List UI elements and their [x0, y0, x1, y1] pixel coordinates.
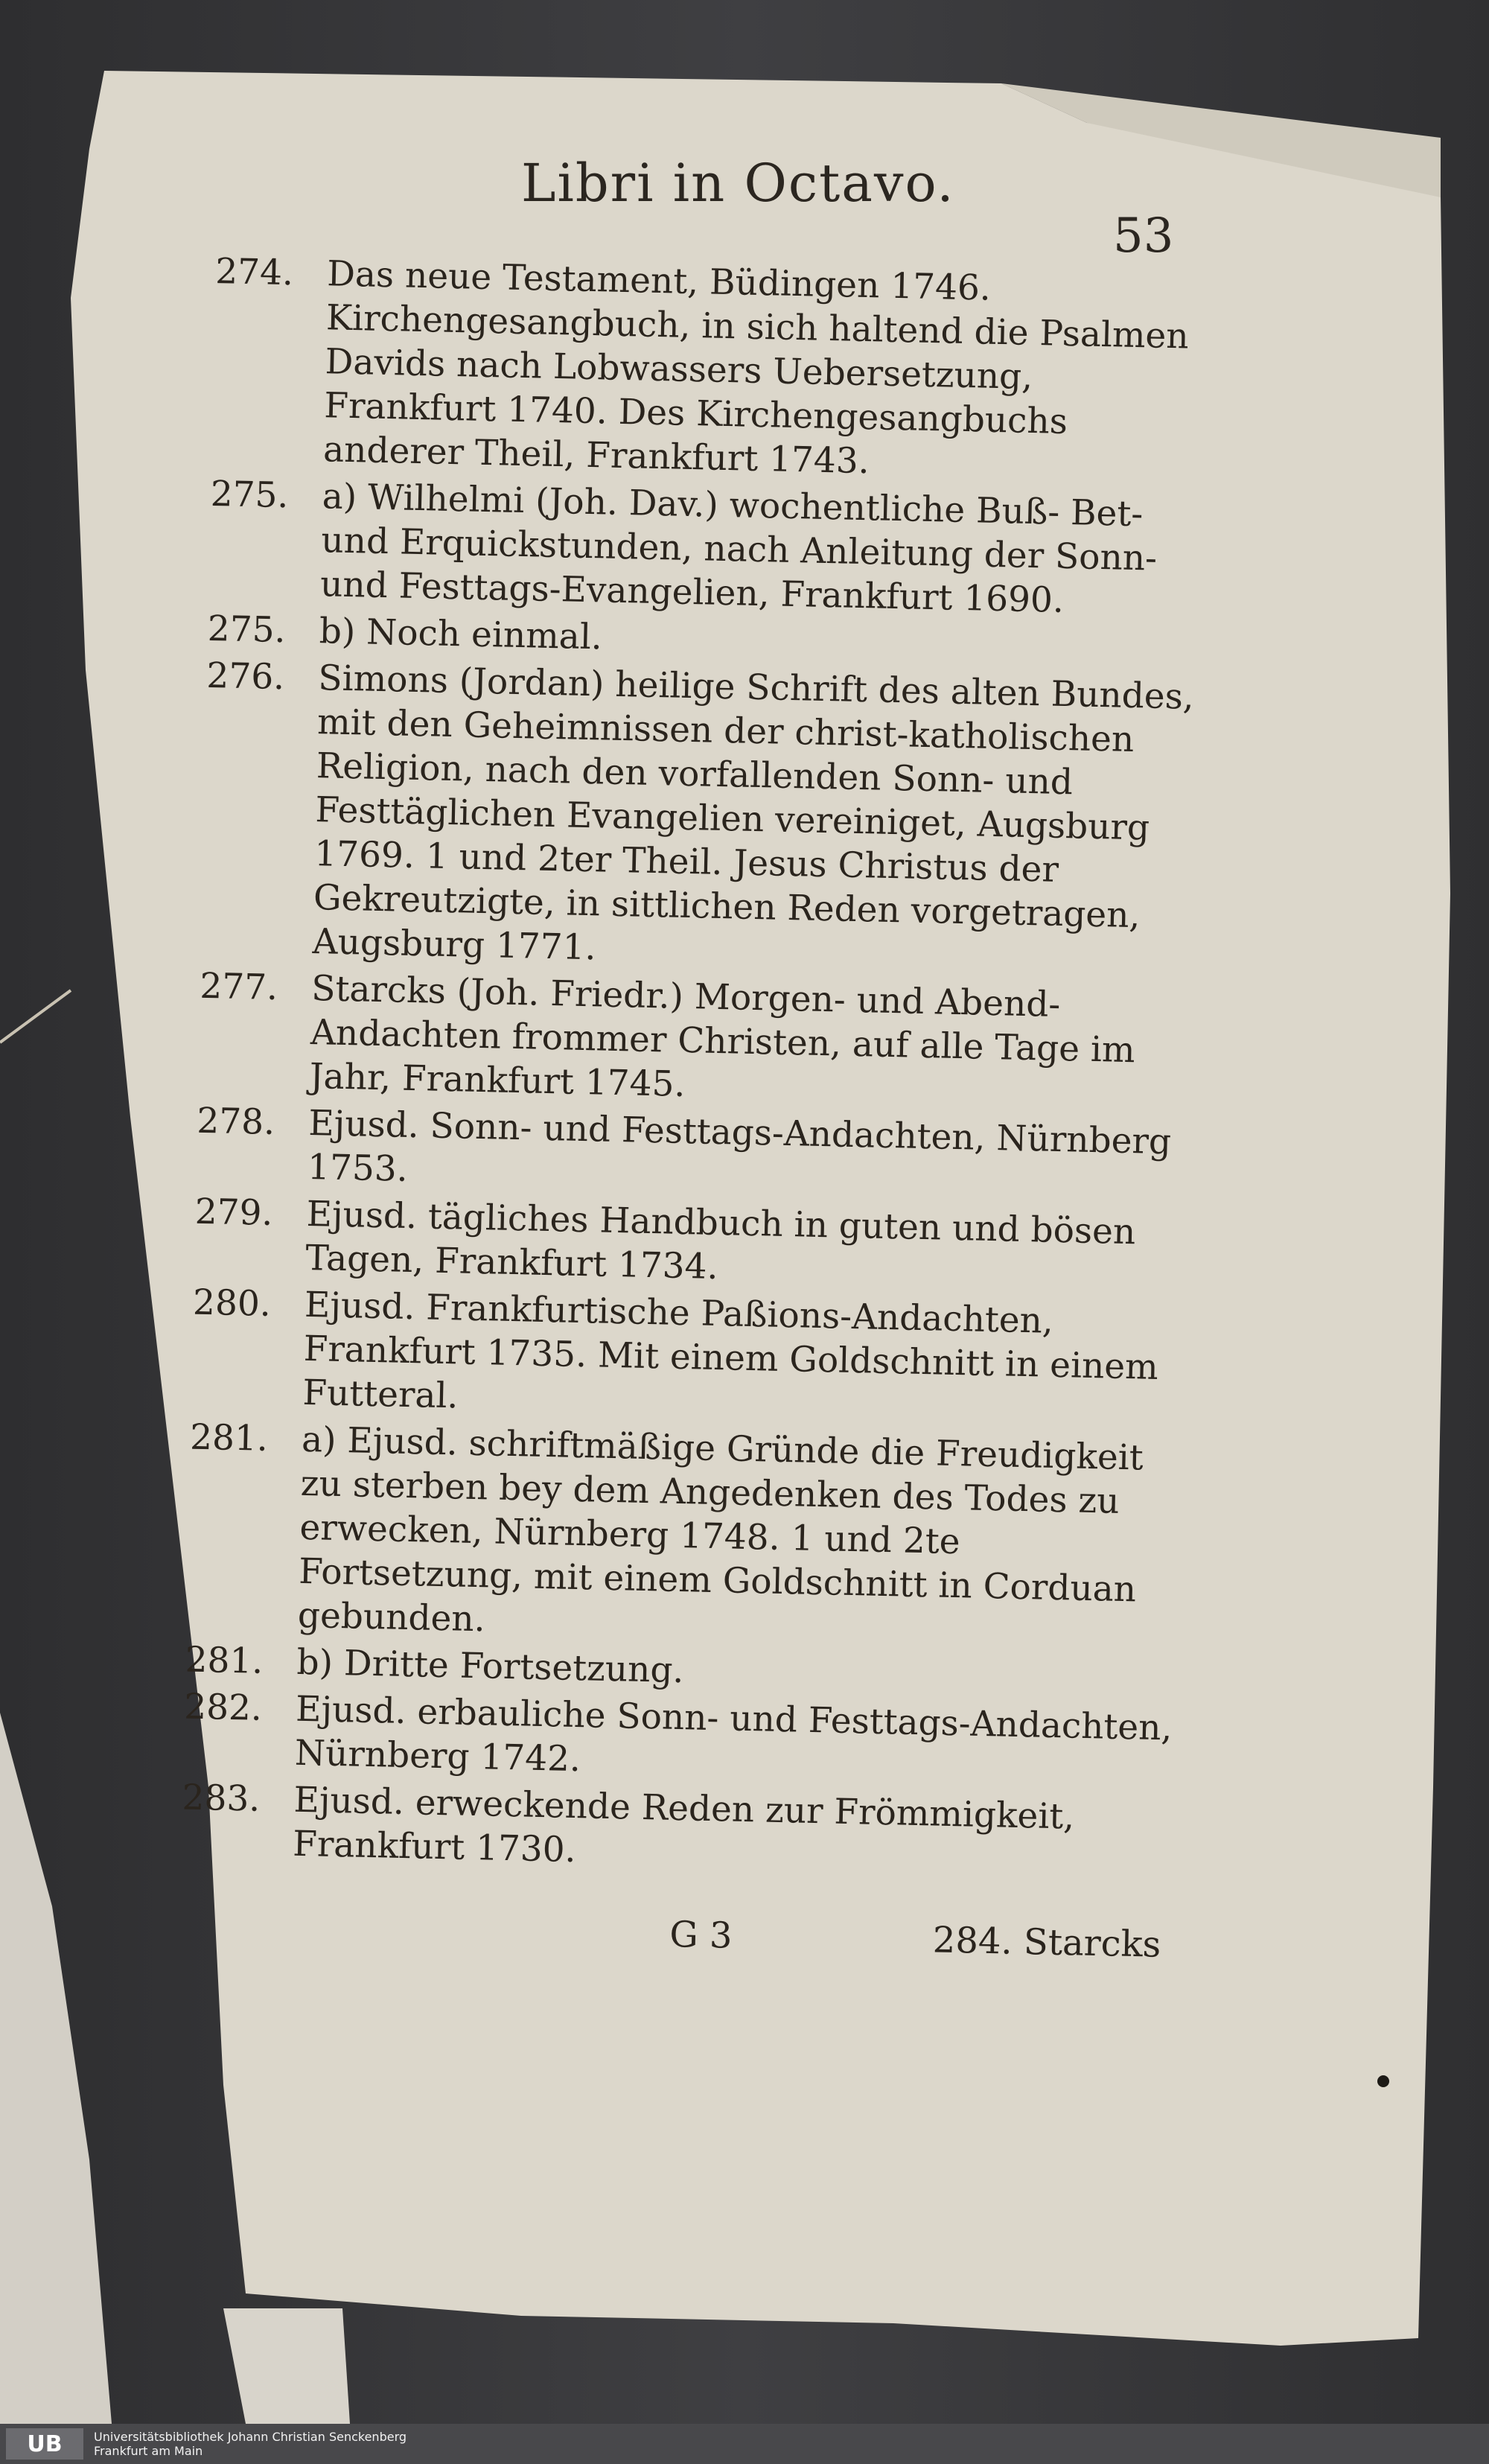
entry-text: b) Dritte Fortsetzung.	[296, 1641, 685, 1692]
catchword: 284. Starcks	[932, 1919, 1161, 1966]
footer-credit	[94, 2430, 406, 2458]
entry-number: 277.	[199, 965, 278, 1009]
entry-text: Ejusd. erbauliche Sonn- und Festtags-Andachten, Nürnberg 1742.	[294, 1688, 1173, 1780]
entry-text: Ejusd. tägliches Handbuch in guten und bösen Tagen, Frankfurt 1734.	[305, 1193, 1136, 1288]
entry-number: 280.	[192, 1282, 272, 1325]
entry-number: 278.	[196, 1100, 275, 1143]
catalog-entry	[211, 249, 1214, 491]
entry-number: 282.	[183, 1686, 263, 1729]
catalog-entry	[197, 964, 1198, 1118]
entry-text: Ejusd. erweckende Reden zur Frömmigkeit, Frankfurt 1730.	[292, 1779, 1075, 1871]
footer-city: Frankfurt am Main	[94, 2444, 203, 2458]
entry-text: a) Wilhelmi (Joh. Dav.) wochentliche Buß- Bet- und Erquickstunden, nach Anleitung der Sonn- und Festtags-Evangelien, Frankfurt 1690.	[319, 476, 1158, 621]
entry-text: a) Ejusd. schriftmäßige Gründe die Freudigkeit zu sterben bey dem Angedenken des Todes zu erwecken, Nürnberg 1748. 1 und 2te Fortsetzung, mit einem Goldschnitt in Corduan gebunden.	[297, 1419, 1144, 1640]
entry-text: Simons (Jordan) heilige Schrift des alten Bundes, mit den Geheimnissen der christ-katholischen Religion, nach den vorfallenden Sonn- und Festtäglichen Evangelien vereiniget, Augsburg 1769. 1 und 2ter Theil. Jesus Christus der Gekreutzigte, in sittlichen Reden vorgetragen, Augsburg 1771.	[312, 658, 1195, 969]
catalog-entry	[191, 1281, 1191, 1434]
entry-text: Ejusd. Frankfurtische Paßions-Andachten, Frankfurt 1735. Mit einem Goldschnitt in einem Futteral.	[302, 1284, 1159, 1417]
running-title: Libri in Octavo.	[521, 153, 955, 214]
entry-number: 275.	[207, 608, 287, 652]
library-footer-bar	[0, 2424, 1489, 2464]
entry-number: 281.	[185, 1639, 264, 1682]
entry-text: Das neue Testament, Büdingen 1746. Kirchengesangbuch, in sich haltend die Psalmen Davids nach Lobwassers Uebersetzung, Frankfurt 1740. Des Kirchengesangbuchs anderer Theil, Frankfurt 1743.	[322, 253, 1190, 483]
entry-text: Starcks (Joh. Friedr.) Morgen- und Abend-Andachten frommer Christen, auf alle Tage im Jahr, Frankfurt 1745.	[309, 968, 1136, 1106]
catalog-entry	[194, 1190, 1193, 1299]
entry-number: 274.	[214, 250, 294, 294]
entry-text: Ejusd. Sonn- und Festtags-Andachten, Nürnberg 1753.	[307, 1103, 1172, 1190]
entry-number: 276.	[205, 655, 285, 698]
catalog-entries	[181, 249, 1214, 1888]
catalog-entry	[196, 1099, 1195, 1209]
catalog-entry	[208, 472, 1209, 625]
catalog-entry	[181, 1776, 1180, 1885]
catchline	[669, 1914, 1161, 1966]
catalog-entry	[182, 1685, 1182, 1795]
entry-number: 279.	[194, 1191, 274, 1234]
page-number: 53	[1113, 208, 1174, 264]
entry-number: 275.	[210, 473, 290, 517]
footer-institution: Universitätsbibliothek Johann Christian Senckenberg	[94, 2430, 407, 2444]
entry-number: 281.	[189, 1416, 269, 1459]
entry-number: 283.	[182, 1777, 261, 1820]
signature-mark: G 3	[669, 1914, 733, 1957]
entry-text: b) Noch einmal.	[319, 611, 603, 658]
ub-logo: UB	[6, 2428, 83, 2460]
catalog-entry	[200, 654, 1205, 983]
catalog-entry	[185, 1416, 1187, 1657]
